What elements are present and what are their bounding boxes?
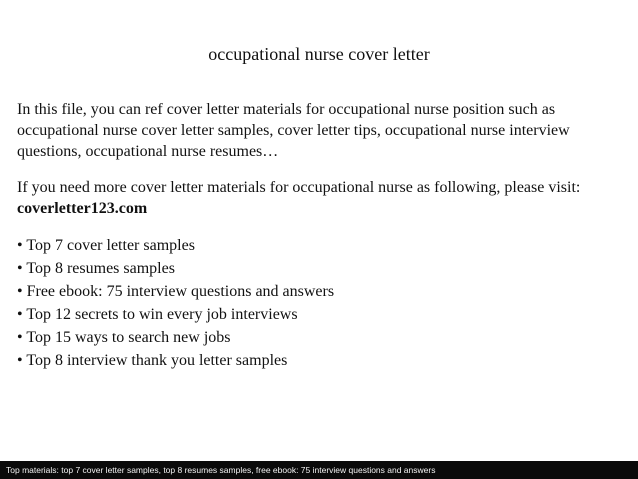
list-item: • Top 12 secrets to win every job interviews: [17, 306, 298, 323]
list-item: • Top 15 ways to search new jobs: [17, 329, 231, 346]
footer-bar: Top materials: top 7 cover letter samples, top 8 resumes samples, free ebook: 75 interview questions and answers: [0, 461, 638, 479]
list-item: • Top 8 resumes samples: [17, 260, 175, 277]
more-text: If you need more cover letter materials for occupational nurse as following, please visit:: [17, 179, 581, 196]
list-item: • Top 8 interview thank you letter samples: [17, 352, 288, 369]
list-item: • Free ebook: 75 interview questions and answers: [17, 283, 335, 300]
bullet-list: [17, 234, 627, 372]
more-paragraph: [17, 177, 627, 219]
slide-body: [17, 99, 627, 372]
list-item: • Top 7 cover letter samples: [17, 237, 195, 254]
page-title: occupational nurse cover letter: [208, 44, 430, 64]
site-link[interactable]: coverletter123.com: [17, 200, 148, 217]
intro-paragraph: In this file, you can ref cover letter materials for occupational nurse position such as occupational nurse cover letter samples, cover letter tips, occupational nurse interview questions, occupational nurse resumes…: [17, 101, 570, 160]
